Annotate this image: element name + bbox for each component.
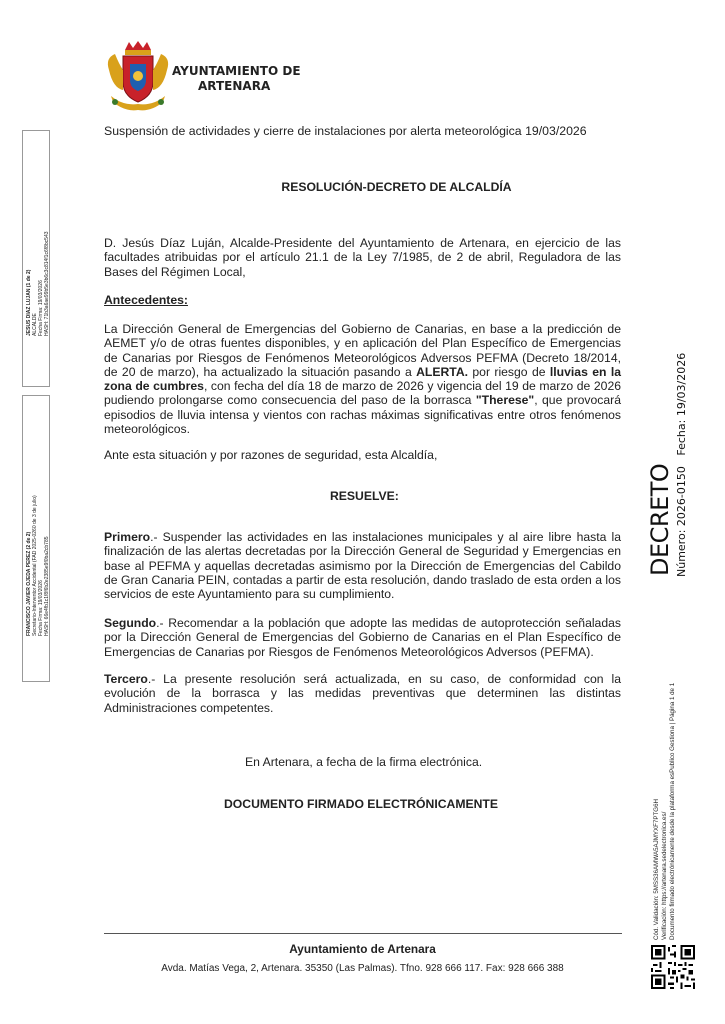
footer-divider xyxy=(104,933,622,934)
signer-1-name: JESUS DIAZ LUJAN (1 de 2) xyxy=(26,269,32,336)
antecedentes-text-3: , con fecha del día 18 de marzo de 2026 y vigencia del 19 de marzo de 2026 pudiendo prolongarse como consecuencia del paso de la borrasca xyxy=(104,379,622,408)
segundo-text: .- Recomendar a la población que adopte las medidas de autoprotección señaladas por la Dirección General de Emergencias del Gobierno de Canarias en el Plan Específico de Emergencias de Canarias por Riesgos de Fenómenos Meteorológicos Adversos (PEFMA). xyxy=(104,616,621,659)
org-name-line1: AYUNTAMIENTO DE xyxy=(172,64,301,78)
segundo-paragraph xyxy=(104,616,621,659)
verification-text xyxy=(653,683,677,940)
storm-name: "Therese" xyxy=(475,393,535,408)
ante-situacion-paragraph: Ante esta situación y por razones de seguridad, esta Alcaldía, xyxy=(104,448,438,462)
antecedentes-text-4: , que provocará episodios de lluvia intensa y vientos con rachas máximas significativas entre otros fenómenos meteorológicos. xyxy=(104,393,621,437)
org-name-line2: ARTENARA xyxy=(198,79,271,93)
resolution-title: RESOLUCIÓN-DECRETO DE ALCALDÍA xyxy=(281,180,512,194)
signature-box-1 xyxy=(22,130,50,387)
decreto-number: Número: 2026-0150 xyxy=(675,466,688,577)
signer-2-hash: HASH: 66e4fb1c1f8f6b2e2385e9f0ba2cb785 xyxy=(44,536,50,636)
antecedentes-heading: Antecedentes: xyxy=(104,293,188,307)
alert-level: ALERTA. xyxy=(416,364,469,379)
signer-2-name: FRANCISCO JAVIER OJEDA PEREZ (2 de 2) xyxy=(26,531,32,636)
footer-address: Avda. Matías Vega, 2, Artenara. 35350 (Las Palmas). Tfno. 928 666 117. Fax: 928 666 388 xyxy=(161,963,564,974)
footer-org: Ayuntamiento de Artenara xyxy=(289,942,436,956)
coat-of-arms-icon xyxy=(103,40,173,114)
tercero-label: Tercero xyxy=(104,672,148,686)
validation-code: Cód. Validación: 5MSS36AMWA5AJMYXF7PTG6H xyxy=(653,799,660,940)
decreto-number-date xyxy=(675,353,688,577)
signature-2-text xyxy=(26,495,50,636)
decreto-label: DECRETO xyxy=(646,463,674,576)
signature-1-text xyxy=(26,231,50,336)
primero-text: .- Suspender las actividades en las instalaciones municipales y al aire libre hasta la finalización de las alertas decretadas por la Dirección General de Seguridad y Emergencias en base al PEFMA y aquellas decretadas asimismo por la Dirección de Emergencias del Cabildo de Gran Canaria PEIN, contadas a partir de esta resolución, dando traslado de esta orden a los servicios de este Ayuntamiento para su cumplimiento. xyxy=(104,530,621,602)
tercero-paragraph xyxy=(104,672,621,715)
segundo-label: Segundo xyxy=(104,616,157,630)
primero-label: Primero xyxy=(104,530,151,544)
signer-2-date: Fecha Firma: 19/03/2026 xyxy=(38,580,44,636)
primero-paragraph xyxy=(104,530,621,601)
signer-1-role: ALCALDE xyxy=(32,313,38,336)
tercero-text: .- La presente resolución será actualizada, en su caso, de conformidad con la evolución de la borrasca y las medidas preventivas que determinen las distintas Administraciones competentes. xyxy=(104,672,621,715)
verification-url[interactable]: Verificación: https://artenara.sedelectronica.es/ xyxy=(661,811,668,940)
intro-paragraph: D. Jesús Díaz Luján, Alcalde-Presidente del Ayuntamiento de Artenara, en ejercicio de las facultades atribuidas por el artículo 21.1 de la Ley 7/1985, de 2 de abril, Reguladora de las Bases del Régimen Local, xyxy=(104,236,621,279)
antecedentes-text-2: por riesgo de xyxy=(468,364,550,379)
signature-box-2 xyxy=(22,395,50,682)
signer-1-hash: HASH: 71b3a6ae99b5e3b6c3c814f1c6f8bc543 xyxy=(44,231,50,336)
antecedentes-paragraph xyxy=(104,322,621,436)
risk-description: lluvias en la zona de cumbres xyxy=(104,364,621,394)
place-date: En Artenara, a fecha de la firma electrónica. xyxy=(245,755,483,769)
qr-code-icon xyxy=(651,945,695,989)
signer-1-date: Fecha Firma: 19/03/2026 xyxy=(38,280,44,336)
resuelve-heading: RESUELVE: xyxy=(330,489,399,503)
signed-notice: DOCUMENTO FIRMADO ELECTRÓNICAMENTE xyxy=(224,797,498,811)
document-subject: Suspensión de actividades y cierre de instalaciones por alerta meteorológica 19/03/2026 xyxy=(104,124,587,138)
platform-notice: Documento firmado electrónicamente desde la plataforma esPublico Gestiona | Página 1 de 1 xyxy=(669,682,676,940)
signer-2-role: Secretario-Interventor Accidental (FAD 2025-0260 de 3 de julio) xyxy=(32,495,38,636)
antecedentes-text-1: La Dirección General de Emergencias del Gobierno de Canarias, en base a la predicción de AEMET y/o de otras fuentes disponibles, y en aplicación del Plan Específico de Emergencias de Canarias por Riesgos de Fenómenos Meteorológicos Adversos PEFMA (Decreto 18/2014, de 20 de marzo), ha actualizado la situación pasando a xyxy=(104,322,621,379)
decreto-date: Fecha: 19/03/2026 xyxy=(675,352,688,456)
